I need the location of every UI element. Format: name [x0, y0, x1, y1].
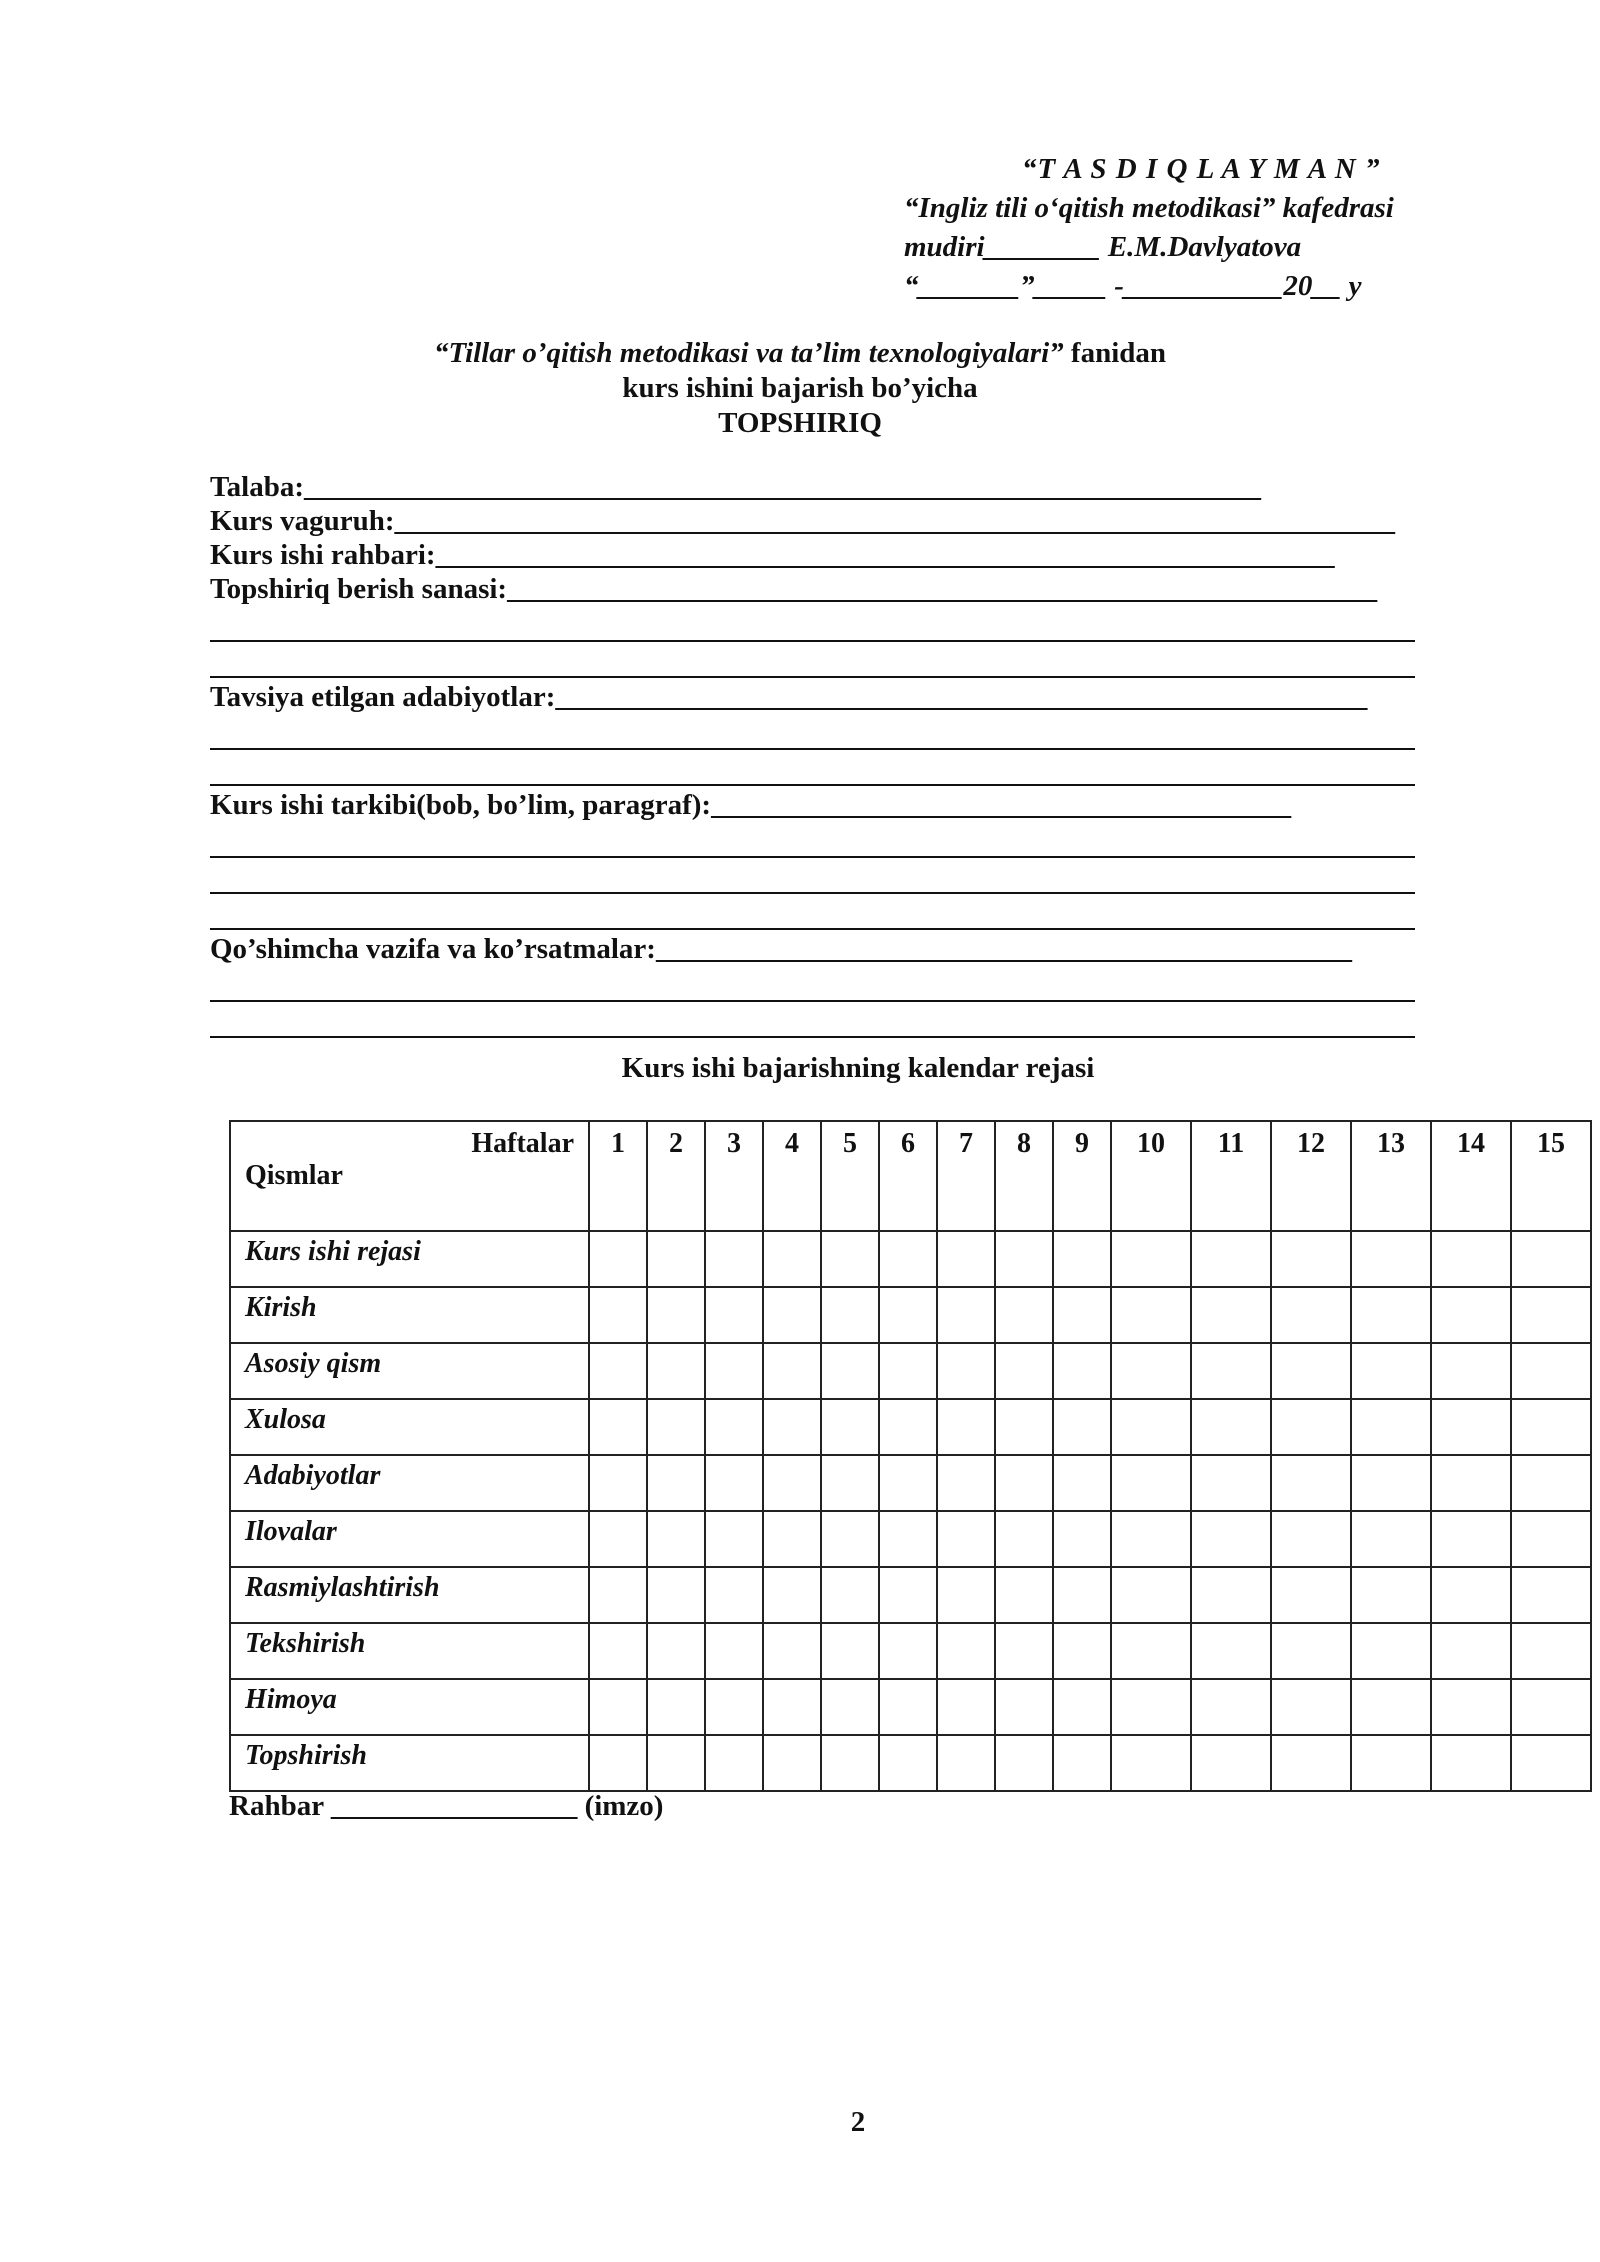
week-cell	[1351, 1399, 1431, 1455]
document-title	[0, 336, 1600, 441]
week-header: 9	[1053, 1121, 1111, 1231]
week-cell	[705, 1287, 763, 1343]
week-cell	[1053, 1231, 1111, 1287]
week-cell	[1111, 1231, 1191, 1287]
blank-line	[210, 714, 1415, 750]
week-cell	[1351, 1679, 1431, 1735]
field-qoshimcha: Qo’shimcha vazifa va ko’rsatmalar:________________________________________________	[210, 933, 1352, 965]
week-cell	[1511, 1679, 1591, 1735]
table-row	[230, 1679, 1591, 1735]
week-cell	[1511, 1399, 1591, 1455]
week-cell	[1191, 1735, 1271, 1791]
week-cell	[995, 1567, 1053, 1623]
blank-line	[210, 966, 1415, 1002]
week-cell	[1271, 1287, 1351, 1343]
week-cell	[589, 1567, 647, 1623]
table-row	[230, 1399, 1591, 1455]
week-cell	[647, 1679, 705, 1735]
week-cell	[879, 1735, 937, 1791]
week-cell	[937, 1623, 995, 1679]
week-cell	[1191, 1287, 1271, 1343]
week-header: 2	[647, 1121, 705, 1231]
week-cell	[1431, 1735, 1511, 1791]
week-cell	[1431, 1511, 1511, 1567]
section-label: Asosiy qism	[230, 1343, 589, 1399]
week-cell	[879, 1399, 937, 1455]
week-cell	[647, 1343, 705, 1399]
week-header: 5	[821, 1121, 879, 1231]
week-cell	[937, 1567, 995, 1623]
week-header: 13	[1351, 1121, 1431, 1231]
week-cell	[763, 1567, 821, 1623]
field-adabiyotlar: Tavsiya etilgan adabiyotlar:________________________________________________________	[210, 681, 1368, 713]
table-row	[230, 1343, 1591, 1399]
week-cell	[995, 1343, 1053, 1399]
week-cell	[1351, 1567, 1431, 1623]
week-header: 1	[589, 1121, 647, 1231]
week-cell	[1053, 1567, 1111, 1623]
week-cell	[763, 1511, 821, 1567]
table-row	[230, 1623, 1591, 1679]
week-cell	[937, 1343, 995, 1399]
week-cell	[821, 1455, 879, 1511]
week-cell	[821, 1511, 879, 1567]
section-label: Kirish	[230, 1287, 589, 1343]
week-cell	[1271, 1231, 1351, 1287]
week-cell	[647, 1399, 705, 1455]
table-row	[230, 1567, 1591, 1623]
week-cell	[705, 1623, 763, 1679]
week-cell	[879, 1623, 937, 1679]
week-cell	[1053, 1735, 1111, 1791]
week-cell	[995, 1511, 1053, 1567]
subject-suffix: fanidan	[1063, 337, 1167, 369]
week-cell	[589, 1231, 647, 1287]
field-rahbari: Kurs ishi rahbari:______________________________________________________________	[210, 539, 1335, 571]
field-tarkibi: Kurs ishi tarkibi(bob, bo’lim, paragraf):________________________________________	[210, 789, 1292, 821]
week-cell	[705, 1511, 763, 1567]
week-cell	[995, 1287, 1053, 1343]
week-cell	[1271, 1623, 1351, 1679]
week-cell	[763, 1343, 821, 1399]
week-cell	[1511, 1511, 1591, 1567]
week-cell	[937, 1735, 995, 1791]
week-cell	[763, 1399, 821, 1455]
section-label: Topshirish	[230, 1735, 589, 1791]
week-cell	[1191, 1679, 1271, 1735]
week-header: 6	[879, 1121, 937, 1231]
section-label: Himoya	[230, 1679, 589, 1735]
week-cell	[821, 1231, 879, 1287]
week-cell	[879, 1455, 937, 1511]
week-cell	[1271, 1567, 1351, 1623]
week-cell	[589, 1679, 647, 1735]
week-cell	[1271, 1735, 1351, 1791]
week-cell	[705, 1679, 763, 1735]
section-label: Ilovalar	[230, 1511, 589, 1567]
week-cell	[1511, 1455, 1591, 1511]
week-cell	[1191, 1343, 1271, 1399]
week-cell	[879, 1231, 937, 1287]
week-cell	[647, 1455, 705, 1511]
week-cell	[705, 1231, 763, 1287]
week-header: 10	[1111, 1121, 1191, 1231]
table-row	[230, 1231, 1591, 1287]
week-cell	[1271, 1399, 1351, 1455]
week-cell	[647, 1567, 705, 1623]
week-cell	[647, 1735, 705, 1791]
blank-line	[210, 894, 1415, 930]
week-cell	[1511, 1623, 1591, 1679]
week-cell	[705, 1567, 763, 1623]
week-cell	[1351, 1231, 1431, 1287]
week-cell	[1271, 1343, 1351, 1399]
section-label: Tekshirish	[230, 1623, 589, 1679]
week-cell	[1111, 1511, 1191, 1567]
week-cell	[1191, 1455, 1271, 1511]
week-cell	[1053, 1511, 1111, 1567]
week-cell	[1511, 1231, 1591, 1287]
week-cell	[1511, 1735, 1591, 1791]
week-cell	[1431, 1679, 1511, 1735]
week-cell	[1053, 1287, 1111, 1343]
calendar-plan-body	[230, 1231, 1591, 1791]
week-cell	[1111, 1623, 1191, 1679]
approval-date: “_______”_____ -___________20__ y	[904, 270, 1362, 302]
week-cell	[937, 1287, 995, 1343]
week-cell	[763, 1455, 821, 1511]
week-cell	[1351, 1455, 1431, 1511]
week-cell	[1053, 1623, 1111, 1679]
table-header-row	[230, 1121, 1591, 1231]
header-corner-cell	[230, 1121, 589, 1231]
table-row	[230, 1287, 1591, 1343]
week-cell	[1271, 1511, 1351, 1567]
week-cell	[647, 1231, 705, 1287]
week-cell	[647, 1511, 705, 1567]
week-cell	[1191, 1511, 1271, 1567]
week-cell	[1111, 1455, 1191, 1511]
week-cell	[763, 1623, 821, 1679]
week-header: 3	[705, 1121, 763, 1231]
week-cell	[821, 1735, 879, 1791]
week-cell	[1351, 1623, 1431, 1679]
week-header: 4	[763, 1121, 821, 1231]
calendar-plan-title: Kurs ishi bajarishning kalendar rejasi	[621, 1052, 1095, 1084]
blank-line	[210, 1002, 1415, 1038]
signature-label: Rahbar	[229, 1790, 324, 1822]
approval-head: mudiri________ E.M.Davlyatova	[904, 231, 1302, 263]
blank-line	[210, 606, 1415, 642]
week-cell	[1271, 1455, 1351, 1511]
week-cell	[1191, 1231, 1271, 1287]
week-cell	[589, 1287, 647, 1343]
week-cell	[879, 1287, 937, 1343]
blank-line	[210, 750, 1415, 786]
week-cell	[1053, 1343, 1111, 1399]
week-cell	[589, 1623, 647, 1679]
subject-name: “Tillar o’qitish metodikasi va ta’lim texnologiyalari”	[433, 337, 1064, 369]
approval-block	[904, 150, 1464, 306]
section-label: Xulosa	[230, 1399, 589, 1455]
week-cell	[1351, 1735, 1431, 1791]
field-talaba: Talaba:__________________________________________________________________	[210, 471, 1262, 503]
week-cell	[763, 1735, 821, 1791]
week-cell	[705, 1455, 763, 1511]
week-cell	[763, 1679, 821, 1735]
week-cell	[1111, 1343, 1191, 1399]
page-number: 2	[850, 2106, 866, 2138]
section-label: Rasmiylashtirish	[230, 1567, 589, 1623]
week-cell	[647, 1287, 705, 1343]
title-line-2: kurs ishini bajarish bo’yicha	[622, 372, 978, 404]
week-cell	[1053, 1399, 1111, 1455]
week-cell	[937, 1231, 995, 1287]
week-cell	[995, 1399, 1053, 1455]
week-cell	[1431, 1455, 1511, 1511]
week-cell	[589, 1399, 647, 1455]
week-cell	[995, 1735, 1053, 1791]
week-cell	[647, 1623, 705, 1679]
week-cell	[937, 1399, 995, 1455]
header-sections-label: Qismlar	[245, 1160, 343, 1191]
week-header: 7	[937, 1121, 995, 1231]
blank-line	[210, 822, 1415, 858]
field-topshiriq-sanasi: Topshiriq berish sanasi:____________________________________________________________	[210, 573, 1378, 605]
table-row	[230, 1511, 1591, 1567]
header-weeks-label: Haftalar	[471, 1128, 574, 1159]
week-cell	[1431, 1399, 1511, 1455]
week-cell	[589, 1511, 647, 1567]
assignment-form	[210, 470, 1415, 1038]
week-cell	[1511, 1567, 1591, 1623]
week-cell	[821, 1679, 879, 1735]
week-cell	[1351, 1343, 1431, 1399]
week-cell	[1511, 1343, 1591, 1399]
week-cell	[821, 1567, 879, 1623]
week-cell	[1191, 1399, 1271, 1455]
week-cell	[1053, 1455, 1111, 1511]
week-cell	[763, 1231, 821, 1287]
week-cell	[1431, 1287, 1511, 1343]
week-cell	[1111, 1287, 1191, 1343]
week-cell	[821, 1287, 879, 1343]
week-header: 15	[1511, 1121, 1591, 1231]
signature-line	[229, 1790, 663, 1823]
week-cell	[589, 1455, 647, 1511]
table-row	[230, 1735, 1591, 1791]
subject-line	[0, 336, 1600, 371]
week-cell	[879, 1679, 937, 1735]
week-cell	[1111, 1399, 1191, 1455]
week-cell	[705, 1399, 763, 1455]
week-cell	[1351, 1511, 1431, 1567]
approval-title: “T A S D I Q L A Y M A N ”	[1022, 153, 1381, 185]
week-cell	[1431, 1343, 1511, 1399]
week-cell	[1111, 1735, 1191, 1791]
week-cell	[879, 1343, 937, 1399]
week-cell	[705, 1343, 763, 1399]
week-cell	[1271, 1679, 1351, 1735]
week-cell	[1431, 1567, 1511, 1623]
week-cell	[1111, 1567, 1191, 1623]
section-label: Kurs ishi rejasi	[230, 1231, 589, 1287]
week-cell	[821, 1399, 879, 1455]
week-cell	[821, 1343, 879, 1399]
week-cell	[821, 1623, 879, 1679]
week-cell	[1053, 1679, 1111, 1735]
week-header: 12	[1271, 1121, 1351, 1231]
week-cell	[1191, 1623, 1271, 1679]
signature-note: (imzo)	[584, 1790, 664, 1822]
week-header: 8	[995, 1121, 1053, 1231]
week-cell	[995, 1455, 1053, 1511]
approval-department: “Ingliz tili o‘qitish metodikasi” kafedrasi	[904, 192, 1394, 224]
week-cell	[1431, 1623, 1511, 1679]
week-cell	[937, 1511, 995, 1567]
week-cell	[1351, 1287, 1431, 1343]
calendar-plan-table	[229, 1120, 1592, 1792]
week-cell	[589, 1735, 647, 1791]
week-cell	[995, 1679, 1053, 1735]
blank-line	[210, 642, 1415, 678]
blank-line	[210, 858, 1415, 894]
week-header: 14	[1431, 1121, 1511, 1231]
week-cell	[879, 1511, 937, 1567]
week-cell	[1431, 1231, 1511, 1287]
week-cell	[1191, 1567, 1271, 1623]
signature-blank: _________________	[330, 1790, 578, 1822]
table-row	[230, 1455, 1591, 1511]
week-cell	[1511, 1287, 1591, 1343]
week-cell	[1111, 1679, 1191, 1735]
week-cell	[589, 1343, 647, 1399]
week-cell	[879, 1567, 937, 1623]
week-cell	[763, 1287, 821, 1343]
title-line-3: TOPSHIRIQ	[718, 407, 882, 439]
section-label: Adabiyotlar	[230, 1455, 589, 1511]
week-cell	[937, 1679, 995, 1735]
week-cell	[705, 1735, 763, 1791]
field-kurs-vaguruh: Kurs vaguruh:_____________________________________________________________________	[210, 505, 1396, 537]
week-cell	[995, 1231, 1053, 1287]
week-cell	[995, 1623, 1053, 1679]
week-header: 11	[1191, 1121, 1271, 1231]
week-cell	[937, 1455, 995, 1511]
